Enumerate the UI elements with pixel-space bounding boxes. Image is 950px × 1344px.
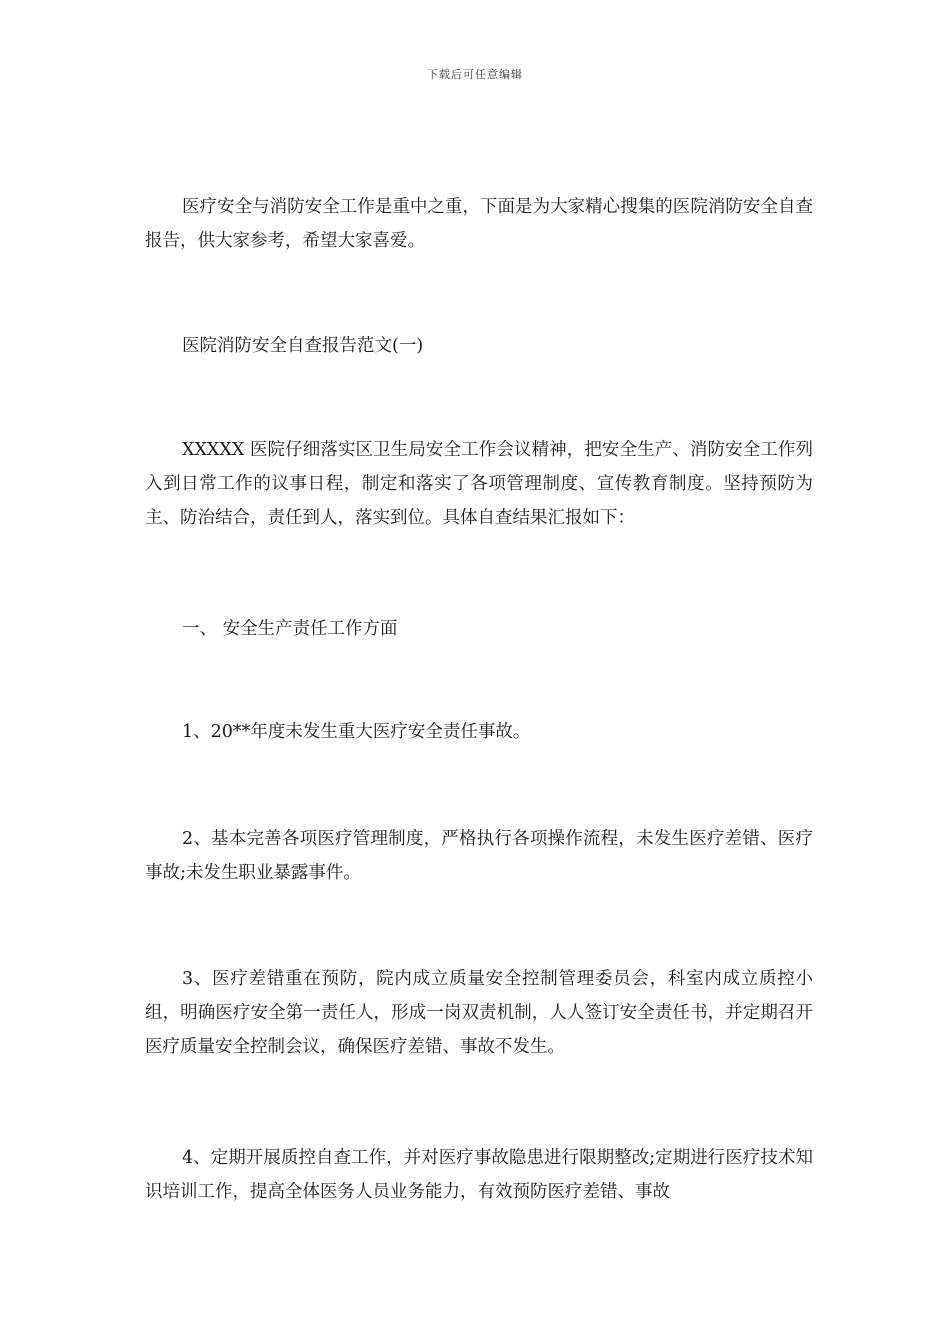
list-item: 3、医疗差错重在预防，院内成立质量安全控制管理委员会，科室内成立质控小组，明确医疗安全第一责任人，形成一岗双责机制，人人签订安全责任书，并定期召开医疗质量安全控制会议，确保医疗差错、事故不发生。 <box>145 969 813 1057</box>
list-item: 4、定期开展质控自查工作，并对医疗事故隐患进行限期整改;定期进行医疗技术知识培训工作，提高全体医务人员业务能力，有效预防医疗差错、事故 <box>145 1148 813 1202</box>
page-header: 下载后可任意编辑 <box>427 68 523 81</box>
document-title: 医院消防安全自查报告范文(一) <box>182 336 424 356</box>
intro-paragraph: 医疗安全与消防安全工作是重中之重，下面是为大家精心搜集的医院消防安全自查报告，供大家参考，希望大家喜爱。 <box>145 197 813 251</box>
section-heading: 一、 安全生产责任工作方面 <box>182 619 398 639</box>
list-item: 2、基本完善各项医疗管理制度，严格执行各项操作流程，未发生医疗差错、医疗事故;未发生职业暴露事件。 <box>145 829 813 883</box>
list-item: 1、20**年度未发生重大医疗安全责任事故。 <box>182 722 531 742</box>
summary-paragraph: XXXXX 医院仔细落实区卫生局安全工作会议精神，把安全生产、消防安全工作列入到日常工作的议事日程，制定和落实了各项管理制度、宣传教育制度。坚持预防为主、防治结合，责任到人，落实到位。具体自查结果汇报如下： <box>145 440 813 528</box>
